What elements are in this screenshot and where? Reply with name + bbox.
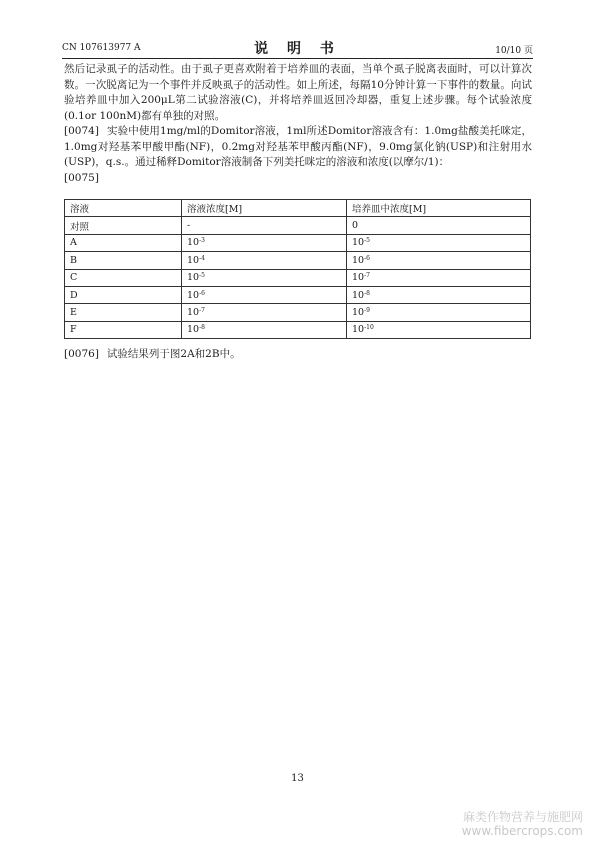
paragraph-continuation: 然后记录虱子的活动性。由于虱子更喜欢附着于培养皿的表面，当单个虱子脱离表面时，可以计算次数。一次脱离记为一个事件并反映虱子的活动性。如上所述，每隔10分钟计算一下事件的数量。向试验培养皿中加入200μL第二试验溶液(C)，并将培养皿返回冷却器，重复上述步骤。每个试验浓度(0.1or 100nM)都有单独的对照。 — [64, 63, 532, 122]
value-base: 10 — [352, 237, 365, 249]
document-title: 说 明 书 — [254, 41, 341, 57]
value-exponent: -6 — [199, 289, 205, 297]
paragraph-tag: [0076] — [64, 348, 99, 360]
value-base: E — [70, 307, 77, 319]
value-base: D — [70, 289, 78, 301]
value-base: 10 — [187, 237, 200, 249]
column-header-dish-concentration: 培养皿中浓度[M] — [347, 200, 531, 217]
value-exponent: -10 — [364, 324, 374, 332]
value-base: 10 — [187, 324, 200, 336]
table-row — [65, 286, 531, 303]
page-ratio: 10/10 页 — [495, 46, 533, 56]
table-body — [65, 217, 531, 339]
paragraph-0076 — [64, 346, 241, 361]
value-base: F — [70, 324, 77, 336]
value-base: 10 — [187, 289, 200, 301]
value-exponent: -5 — [199, 272, 205, 280]
paragraph-tag: [0075] — [64, 171, 99, 184]
patent-number: CN 107613977 A — [62, 43, 141, 53]
column-header-solution-concentration: 溶液浓度[M] — [182, 200, 347, 217]
table-row — [65, 321, 531, 338]
column-header-solution: 溶液 — [65, 200, 182, 217]
cell-solution-name — [65, 304, 182, 321]
paragraph-0074 — [64, 124, 532, 171]
cell-dish-concentration — [347, 321, 531, 338]
value-exponent: -7 — [364, 272, 370, 280]
cell-solution-name — [65, 234, 182, 251]
value-base: C — [70, 272, 78, 284]
value-base: 10 — [352, 289, 365, 301]
value-exponent: -4 — [199, 254, 205, 262]
cell-solution-name — [65, 321, 182, 338]
cell-dish-concentration — [347, 234, 531, 251]
table-row — [65, 304, 531, 321]
cell-solution-name — [65, 269, 182, 286]
cell-solution-name — [65, 286, 182, 303]
cell-dish-concentration — [347, 269, 531, 286]
value-exponent: -5 — [364, 237, 370, 245]
cell-solution-concentration — [182, 286, 347, 303]
value-base: 10 — [352, 324, 365, 336]
table-row — [65, 252, 531, 269]
value-exponent: -8 — [199, 324, 205, 332]
value-exponent: -6 — [364, 254, 370, 262]
paragraph-0075 — [64, 171, 532, 187]
value-exponent: -9 — [364, 307, 370, 315]
paragraph-tag: [0074] — [64, 125, 99, 137]
table-header-row — [65, 200, 531, 217]
cell-dish-concentration — [347, 286, 531, 303]
value-base: A — [70, 237, 77, 249]
value-base: 10 — [187, 254, 200, 266]
cell-solution-concentration — [182, 304, 347, 321]
value-base: B — [70, 254, 77, 266]
value-base: 10 — [187, 272, 200, 284]
cell-dish-concentration — [347, 217, 531, 234]
cell-solution-concentration — [182, 269, 347, 286]
cell-dish-concentration — [347, 304, 531, 321]
table-row — [65, 217, 531, 234]
value-base: 10 — [352, 254, 365, 266]
cell-solution-concentration — [182, 252, 347, 269]
document-body — [64, 62, 532, 186]
value-base: 对照 — [70, 221, 90, 233]
value-exponent: -3 — [199, 237, 205, 245]
watermark-site-name: 麻类作物营养与施肥网 — [462, 810, 583, 824]
header-rule — [62, 58, 533, 59]
concentration-table — [64, 199, 531, 339]
table-row — [65, 269, 531, 286]
watermark-url: www.fibercrops.com — [461, 824, 583, 838]
value-base: 10 — [352, 307, 365, 319]
value-base: 10 — [187, 307, 200, 319]
paragraph-text: 试验结果列于图2A和2B中。 — [106, 348, 241, 360]
value-exponent: -7 — [199, 307, 205, 315]
cell-solution-name — [65, 217, 182, 234]
cell-solution-name — [65, 252, 182, 269]
value-exponent: -8 — [364, 289, 370, 297]
value-base: 0 — [352, 220, 359, 232]
paragraph-text: 实验中使用1mg/ml的Domitor溶液，1ml所述Domitor溶液含有：1.0mg盐酸美托咪定，1.0mg对羟基苯甲酸甲酯(NF)，0.2mg对羟基苯甲酸丙酯(NF)，9.0mg氯化钠(USP)和注射用水(USP)，q.s.。通过稀释Domitor溶液制备下列美托咪定的溶液和浓度(以摩尔/1)： — [64, 125, 532, 168]
cell-solution-concentration — [182, 321, 347, 338]
cell-solution-concentration — [182, 234, 347, 251]
value-base: 10 — [352, 272, 365, 284]
page-header — [62, 40, 533, 56]
cell-dish-concentration — [347, 252, 531, 269]
cell-solution-concentration — [182, 217, 347, 234]
table-row — [65, 234, 531, 251]
page-number: 13 — [291, 773, 304, 784]
value-base: - — [187, 220, 191, 232]
